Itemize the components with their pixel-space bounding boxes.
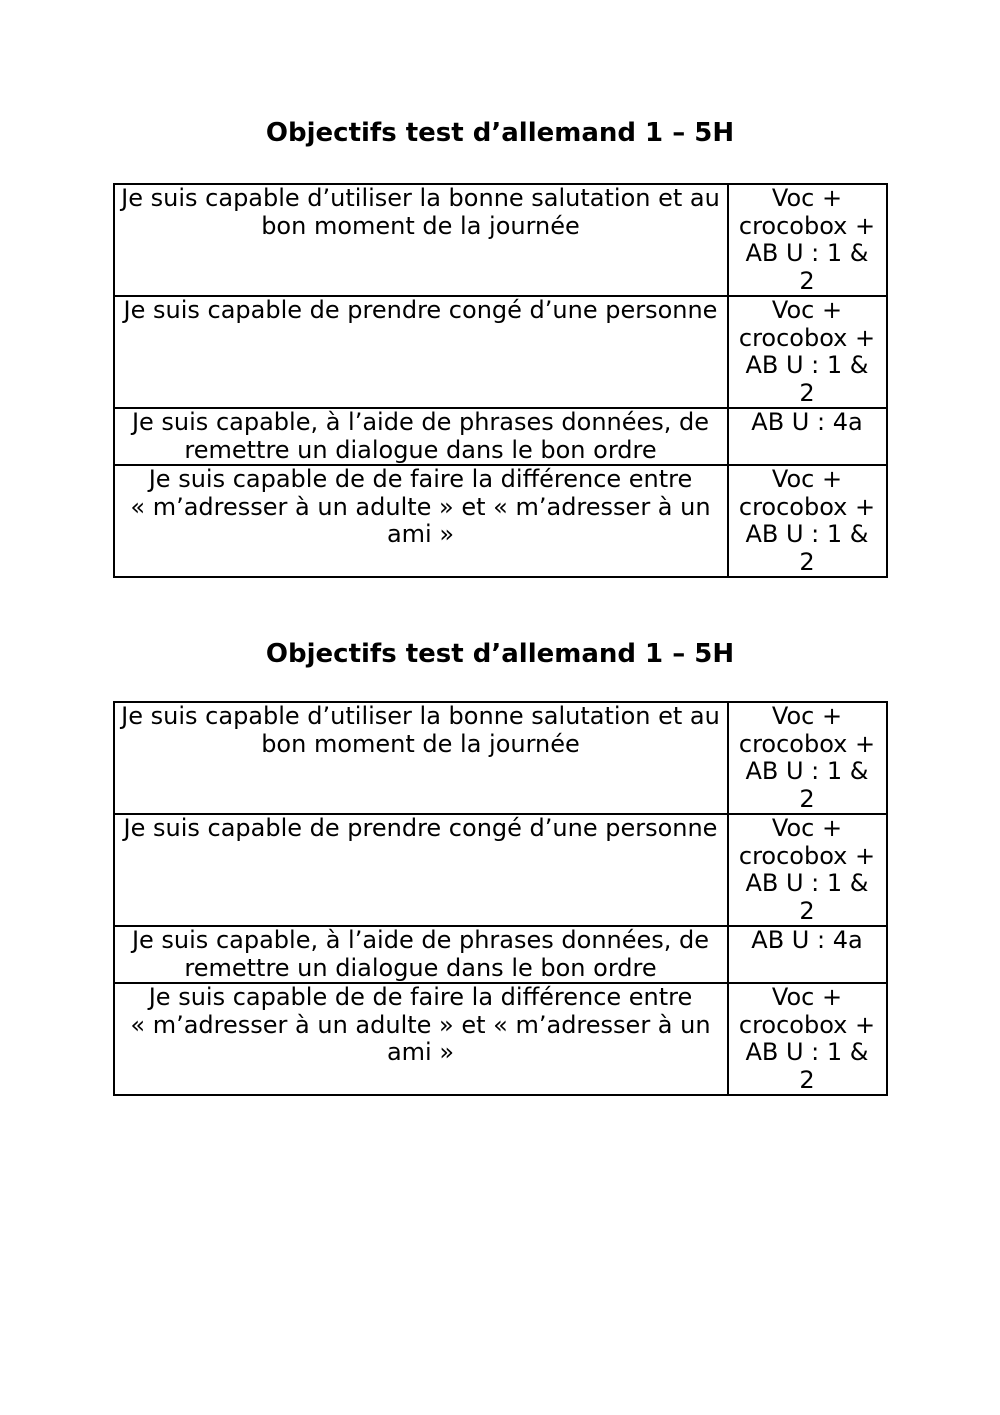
table-row [114, 983, 887, 1095]
objective-cell: Je suis capable de de faire la différence entre « m’adresser à un adulte » et « m’adresser à un ami » [114, 983, 728, 1095]
evaluation-cell: Voc + crocobox + AB U : 1 & 2 [728, 184, 887, 296]
table-row [114, 408, 887, 465]
evaluation-cell: Voc + crocobox + AB U : 1 & 2 [728, 983, 887, 1095]
objective-cell: Je suis capable de prendre congé d’une personne [114, 814, 728, 926]
evaluation-cell: Voc + crocobox + AB U : 1 & 2 [728, 465, 887, 577]
objective-cell: Je suis capable de prendre congé d’une personne [114, 296, 728, 408]
evaluation-cell: Voc + crocobox + AB U : 1 & 2 [728, 296, 887, 408]
table-row [114, 814, 887, 926]
objectives-table-1 [113, 183, 888, 578]
objective-cell: Je suis capable d’utiliser la bonne salutation et au bon moment de la journée [114, 702, 728, 814]
page-title: Objectifs test d’allemand 1 – 5H [265, 118, 735, 148]
table-row [114, 702, 887, 814]
objective-cell: Je suis capable de de faire la différence entre « m’adresser à un adulte » et « m’adresser à un ami » [114, 465, 728, 577]
evaluation-cell: AB U : 4a [728, 926, 887, 983]
table-row [114, 184, 887, 296]
evaluation-cell: AB U : 4a [728, 408, 887, 465]
objectives-section-1 [0, 116, 1000, 578]
table-row [114, 296, 887, 408]
objectives-section-2 [0, 637, 1000, 1096]
table-row [114, 926, 887, 983]
page-title: Objectifs test d’allemand 1 – 5H [265, 639, 735, 669]
objective-cell: Je suis capable, à l’aide de phrases données, de remettre un dialogue dans le bon ordre [114, 926, 728, 983]
objective-cell: Je suis capable, à l’aide de phrases données, de remettre un dialogue dans le bon ordre [114, 408, 728, 465]
evaluation-cell: Voc + crocobox + AB U : 1 & 2 [728, 702, 887, 814]
evaluation-cell: Voc + crocobox + AB U : 1 & 2 [728, 814, 887, 926]
objective-cell: Je suis capable d’utiliser la bonne salutation et au bon moment de la journée [114, 184, 728, 296]
objectives-table-2 [113, 701, 888, 1096]
table-row [114, 465, 887, 577]
